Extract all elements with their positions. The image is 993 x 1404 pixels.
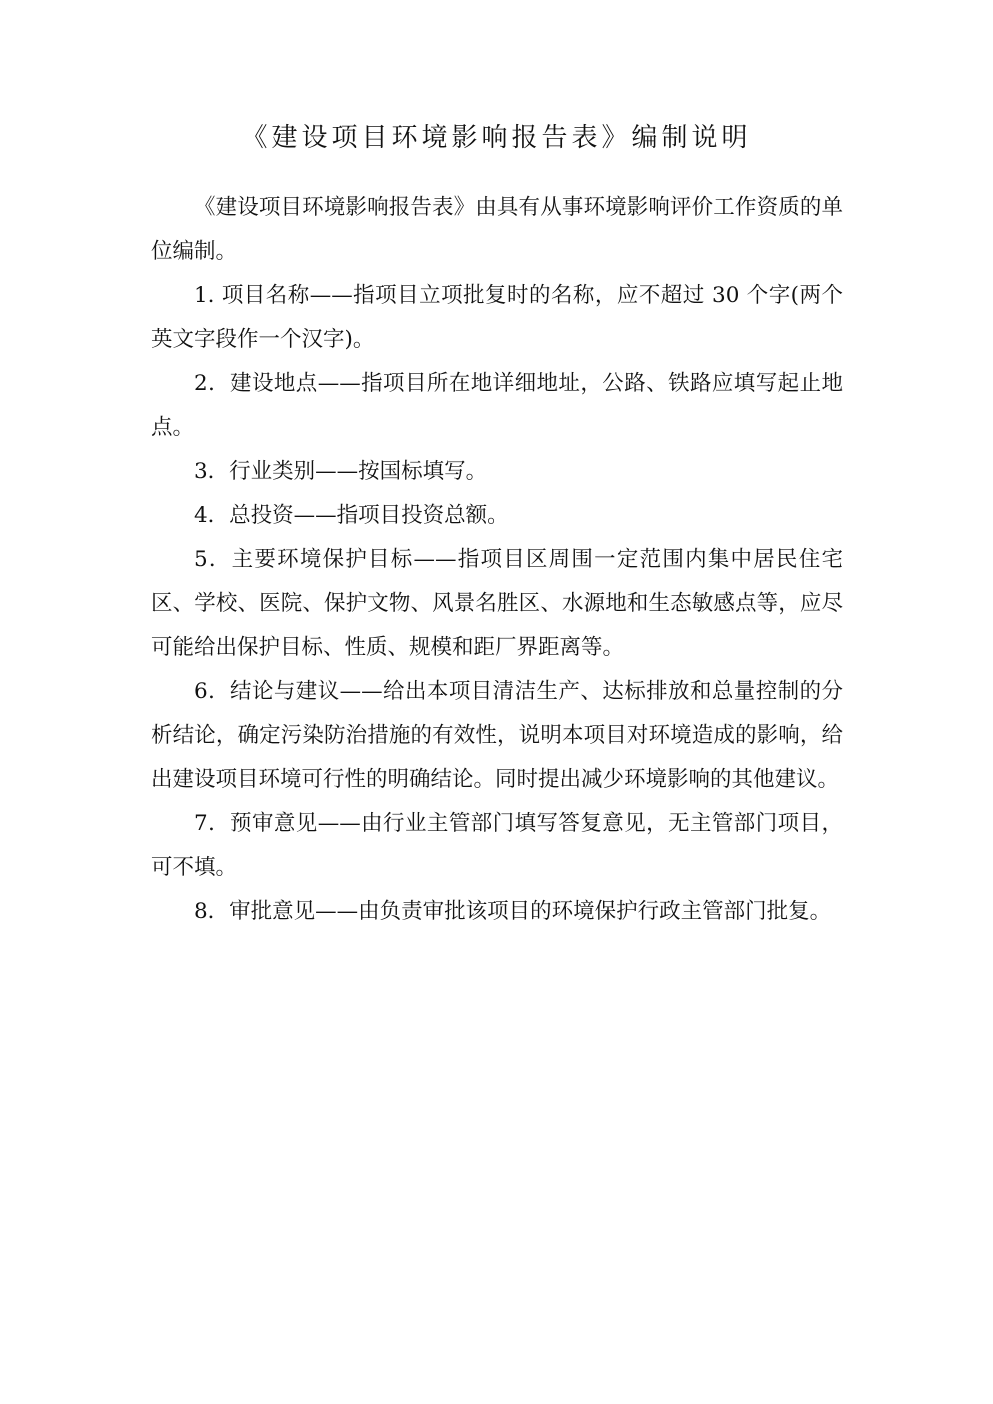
- document-body: [151, 186, 843, 934]
- item-industry-category: 3．行业类别——按国标填写。: [194, 459, 488, 484]
- document-title: 《建设项目环境影响报告表》编制说明: [241, 123, 752, 153]
- item-project-name: 1. 项目名称——指项目立项批复时的名称，应不超过 30 个字(两个英文字段作一个汉字)。: [151, 283, 843, 352]
- item-approval: 8．审批意见——由负责审批该项目的环境保护行政主管部门批复。: [194, 899, 832, 924]
- item-protection-targets: 5．主要环境保护目标——指项目区周围一定范围内集中居民住宅区、学校、医院、保护文物、风景名胜区、水源地和生态敏感点等，应尽可能给出保护目标、性质、规模和距厂界距离等。: [151, 547, 843, 660]
- item-pre-review: 7．预审意见——由行业主管部门填写答复意见，无主管部门项目，可不填。: [151, 811, 843, 880]
- item-total-investment: 4．总投资——指项目投资总额。: [194, 503, 509, 528]
- item-construction-site: 2．建设地点——指项目所在地详细地址，公路、铁路应填写起止地点。: [151, 371, 843, 440]
- intro-paragraph: 《建设项目环境影响报告表》由具有从事环境影响评价工作资质的单位编制。: [151, 195, 843, 264]
- item-conclusions: 6．结论与建议——给出本项目清洁生产、达标排放和总量控制的分析结论，确定污染防治措施的有效性，说明本项目对环境造成的影响，给出建设项目环境可行性的明确结论。同时提出减少环境影响的其他建议。: [151, 679, 843, 792]
